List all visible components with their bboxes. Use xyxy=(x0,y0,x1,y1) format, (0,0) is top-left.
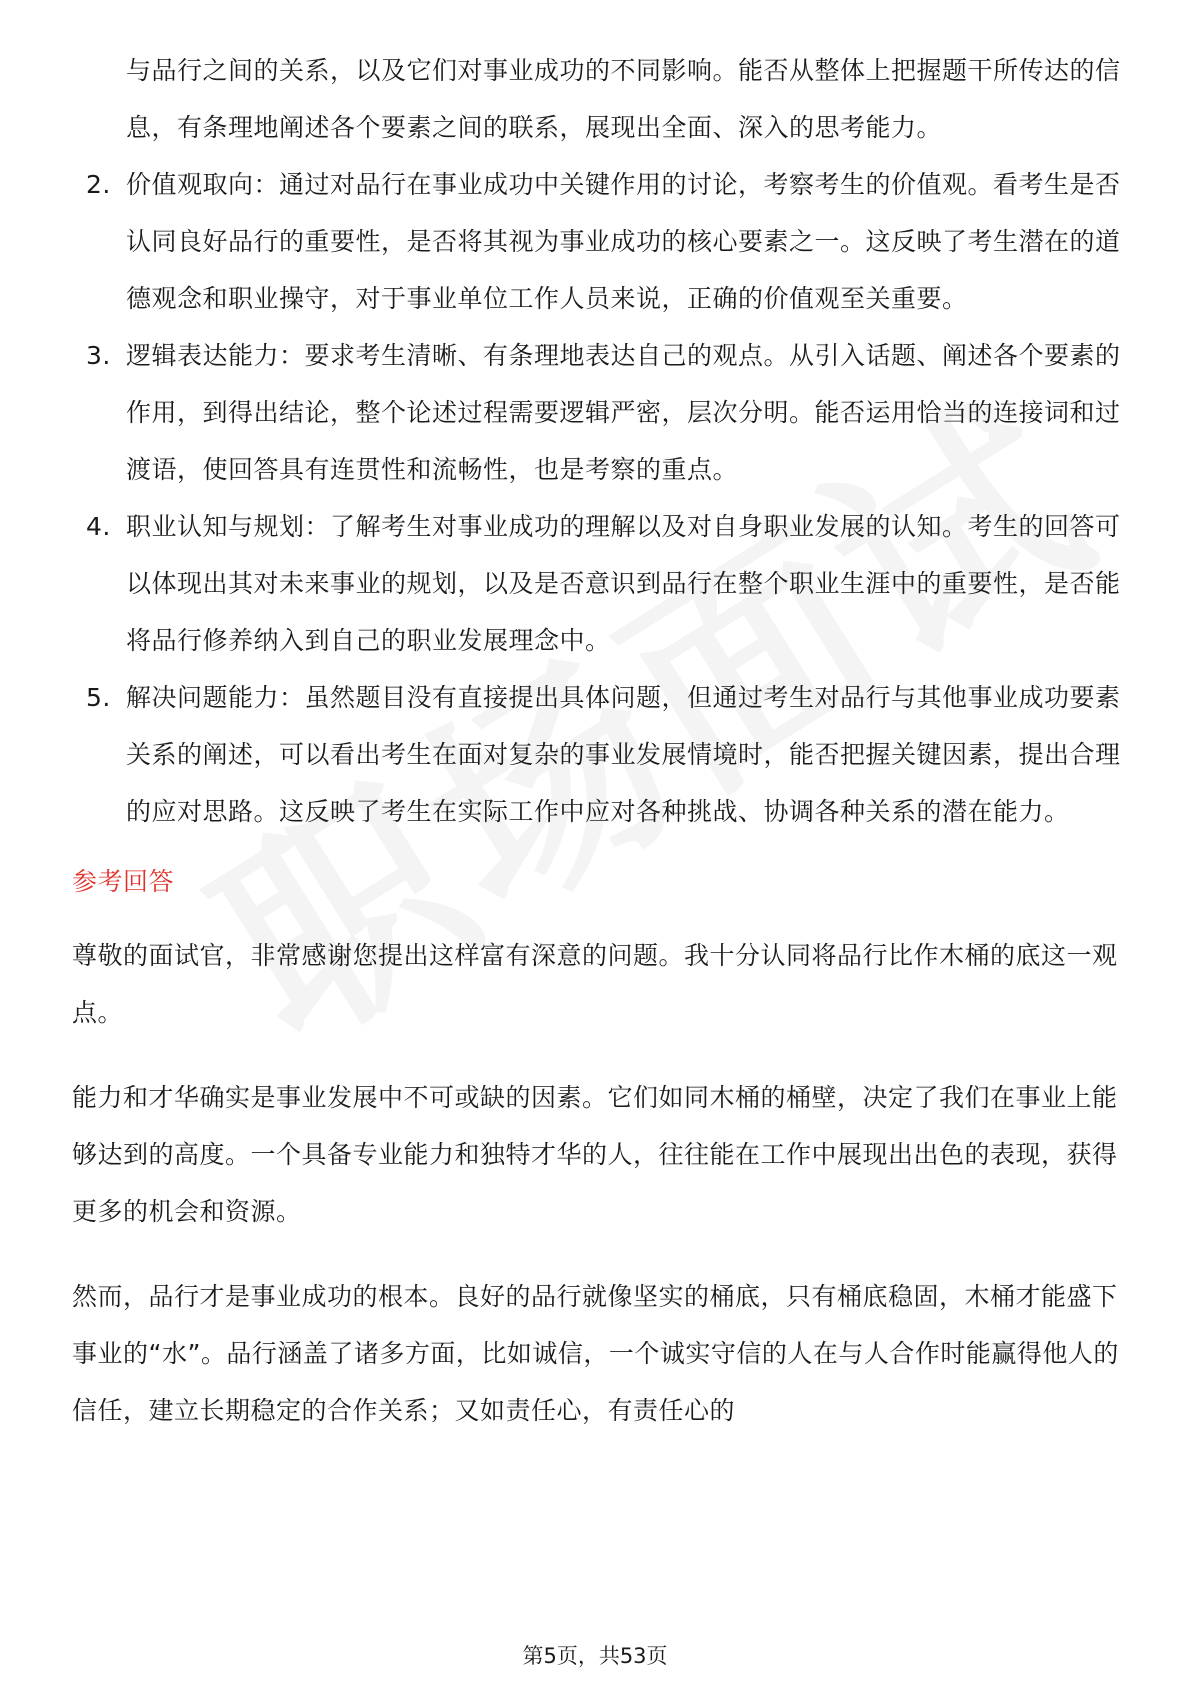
list-item-number: 3. xyxy=(86,341,111,370)
list-item-text: 解决问题能力：虽然题目没有直接提出具体问题，但通过考生对品行与其他事业成功要素关系的阐述，可以看出考生在面对复杂的事业发展情境时，能否把握关键因素，提出合理的应对思路。这反映了考生在实际工作中应对各种挑战、协调各种关系的潜在能力。 xyxy=(126,683,1121,826)
section-title-reference-answer: 参考回答 xyxy=(72,867,175,896)
list-item xyxy=(72,156,1122,327)
list-item-number: 2. xyxy=(86,170,111,199)
list-item-text: 职业认知与规划：了解考生对事业成功的理解以及对自身职业发展的认知。考生的回答可以体现出其对未来事业的规划，以及是否意识到品行在整个职业生涯中的重要性，是否能将品行修养纳入到自己的职业发展理念中。 xyxy=(126,512,1121,655)
list-item xyxy=(72,327,1122,498)
list-item-text: 逻辑表达能力：要求考生清晰、有条理地表达自己的观点。从引入话题、阐述各个要素的作用，到得出结论，整个论述过程需要逻辑严密，层次分明。能否运用恰当的连接词和过渡语，使回答具有连贯性和流畅性，也是考察的重点。 xyxy=(126,341,1121,484)
document-body xyxy=(72,42,1122,1467)
list-item xyxy=(72,669,1122,840)
answer-paragraph: 尊敬的面试官，非常感谢您提出这样富有深意的问题。我十分认同将品行比作木桶的底这一观点。 xyxy=(72,941,1118,1027)
list-item xyxy=(72,498,1122,669)
list-item-number: 4. xyxy=(86,512,111,541)
list-item-number: 5. xyxy=(86,683,111,712)
intro-continuation: 与品行之间的关系，以及它们对事业成功的不同影响。能否从整体上把握题干所传达的信息，有条理地阐述各个要素之间的联系，展现出全面、深入的思考能力。 xyxy=(126,56,1121,142)
answer-paragraph: 然而，品行才是事业成功的根本。良好的品行就像坚实的桶底，只有桶底稳固，木桶才能盛下事业的“水”。品行涵盖了诸多方面，比如诚信，一个诚实守信的人在与人合作时能赢得他人的信任，建立长期稳定的合作关系；又如责任心，有责任心的 xyxy=(72,1282,1119,1425)
evaluation-points-list xyxy=(72,156,1122,840)
page-number-footer: 第5页，共53页 xyxy=(522,1644,668,1668)
answer-paragraph: 能力和才华确实是事业发展中不可或缺的因素。它们如同木桶的桶壁，决定了我们在事业上能够达到的高度。一个具备专业能力和独特才华的人，往往能在工作中展现出出色的表现，获得更多的机会和资源。 xyxy=(72,1083,1118,1226)
list-item-text: 价值观取向：通过对品行在事业成功中关键作用的讨论，考察考生的价值观。看考生是否认同良好品行的重要性，是否将其视为事业成功的核心要素之一。这反映了考生潜在的道德观念和职业操守，对于事业单位工作人员来说，正确的价值观至关重要。 xyxy=(126,170,1121,313)
